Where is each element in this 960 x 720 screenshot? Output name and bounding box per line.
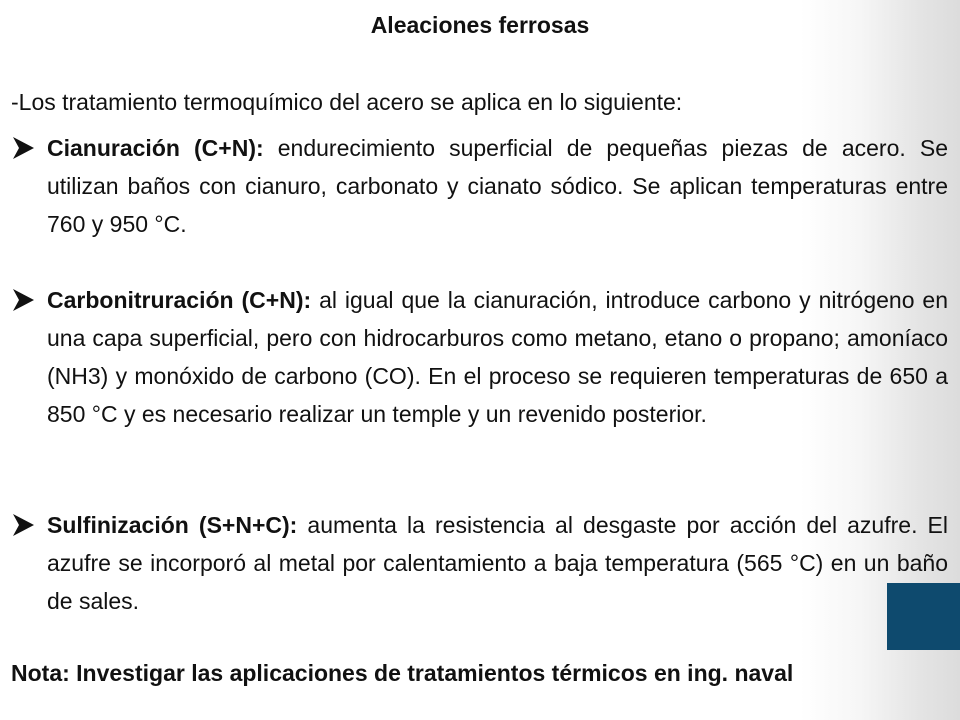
bullet-text: [47, 506, 948, 620]
bullet-text: [47, 129, 948, 243]
bullet-term: Carbonitruración (C+N):: [47, 287, 312, 313]
bullet-description: endurecimiento superficial de pequeñas piezas de acero. Se utilizan baños con cianuro, carbonato y cianato sódico. Se aplican temperaturas entre 760 y 950 °C.: [47, 135, 948, 237]
bullet-description: al igual que la cianuración, introduce carbono y nitrógeno en una capa superficial, pero con hidrocarburos como metano, etano o propano; amoníaco (NH3) y monóxido de carbono (CO). En el proceso se requieren temperaturas de 650 a 850 °C y es necesario realizar un temple y un revenido posterior.: [47, 287, 948, 427]
bullet-term: Sulfinización (S+N+C):: [47, 512, 298, 538]
intro-text: -Los tratamiento termoquímico del acero se aplica en lo siguiente:: [11, 89, 683, 115]
bullet-term: Cianuración (C+N):: [47, 135, 264, 161]
arrowhead-bullet-icon: [11, 510, 37, 540]
bullet-description: aumenta la resistencia al desgaste por acción del azufre. El azufre se incorporó al metal por calentamiento a baja temperatura (565 °C) en un baño de sales.: [47, 512, 948, 614]
arrowhead-bullet-icon: [11, 133, 37, 163]
slide-title: Aleaciones ferrosas: [370, 12, 590, 38]
bullet-text: [47, 281, 948, 433]
note-text: Nota: Investigar las aplicaciones de tratamientos térmicos en ing. naval: [11, 660, 794, 686]
arrowhead-bullet-icon: [11, 285, 37, 315]
